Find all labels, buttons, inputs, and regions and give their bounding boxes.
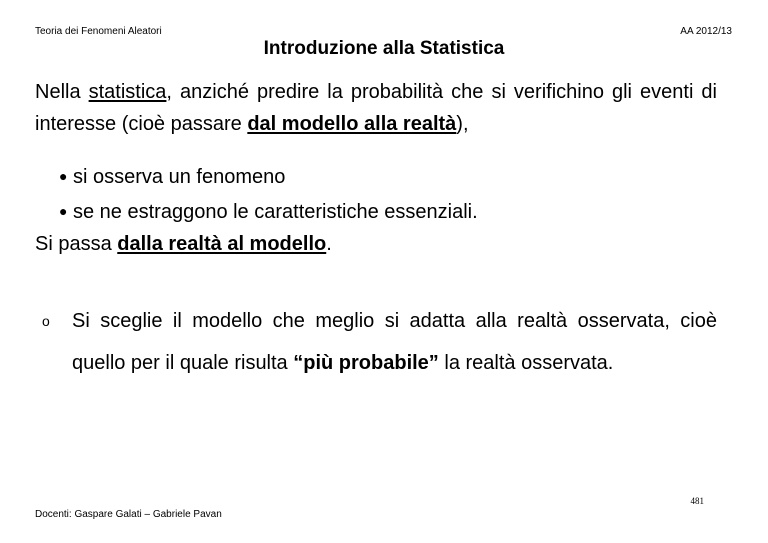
bullet-dot-icon: ● <box>59 203 68 219</box>
page-number: 481 <box>690 496 704 506</box>
paragraph2-emphasis-reality-to-model: dalla realtà al modello <box>117 233 327 255</box>
bullet-item-1 <box>59 160 285 193</box>
circle-bullet-icon: o <box>42 313 50 329</box>
paragraph2-text-3: . <box>326 233 332 255</box>
paragraph1-text-5: ), <box>456 113 469 135</box>
paragraph2-text-1: Si passa <box>35 233 118 255</box>
paragraph-reality-to-model <box>35 228 717 260</box>
bullet-dot-icon: ● <box>59 168 68 184</box>
paragraph1-emphasis-model-to-reality: dal modello alla realtà <box>247 113 457 135</box>
footer-authors: Docenti: Gaspare Galati – Gabriele Pavan <box>35 509 222 520</box>
bullet-item-2 <box>59 195 478 228</box>
paragraph1-term-statistica: statistica <box>88 81 167 103</box>
slide-title: Introduzione alla Statistica <box>263 38 505 59</box>
sub-item-model-choice <box>42 300 717 384</box>
sub-item-text-1: Si sceglie il modello che meglio si adatta alla realtà osservata, cioè quello per il quale risulta <box>72 310 717 374</box>
paragraph1-text-1: Nella <box>35 81 89 103</box>
paragraph1-text-3: , anziché predire la probabilità che si verifichino gli eventi di interesse (cioè passare <box>35 81 717 135</box>
sub-item-text <box>72 300 717 384</box>
bullet-text-2: se ne estraggono le caratteristiche essenziali. <box>73 201 478 223</box>
sub-item-text-3: la realtà osservata. <box>438 352 614 374</box>
paragraph-statistics-definition <box>35 76 717 140</box>
bullet-text-1: si osserva un fenomeno <box>73 166 286 188</box>
sub-item-emphasis-most-probable: “più probabile” <box>293 352 439 374</box>
header-course-title: Teoria dei Fenomeni Aleatori <box>35 26 162 37</box>
header-academic-year: AA 2012/13 <box>680 26 732 37</box>
